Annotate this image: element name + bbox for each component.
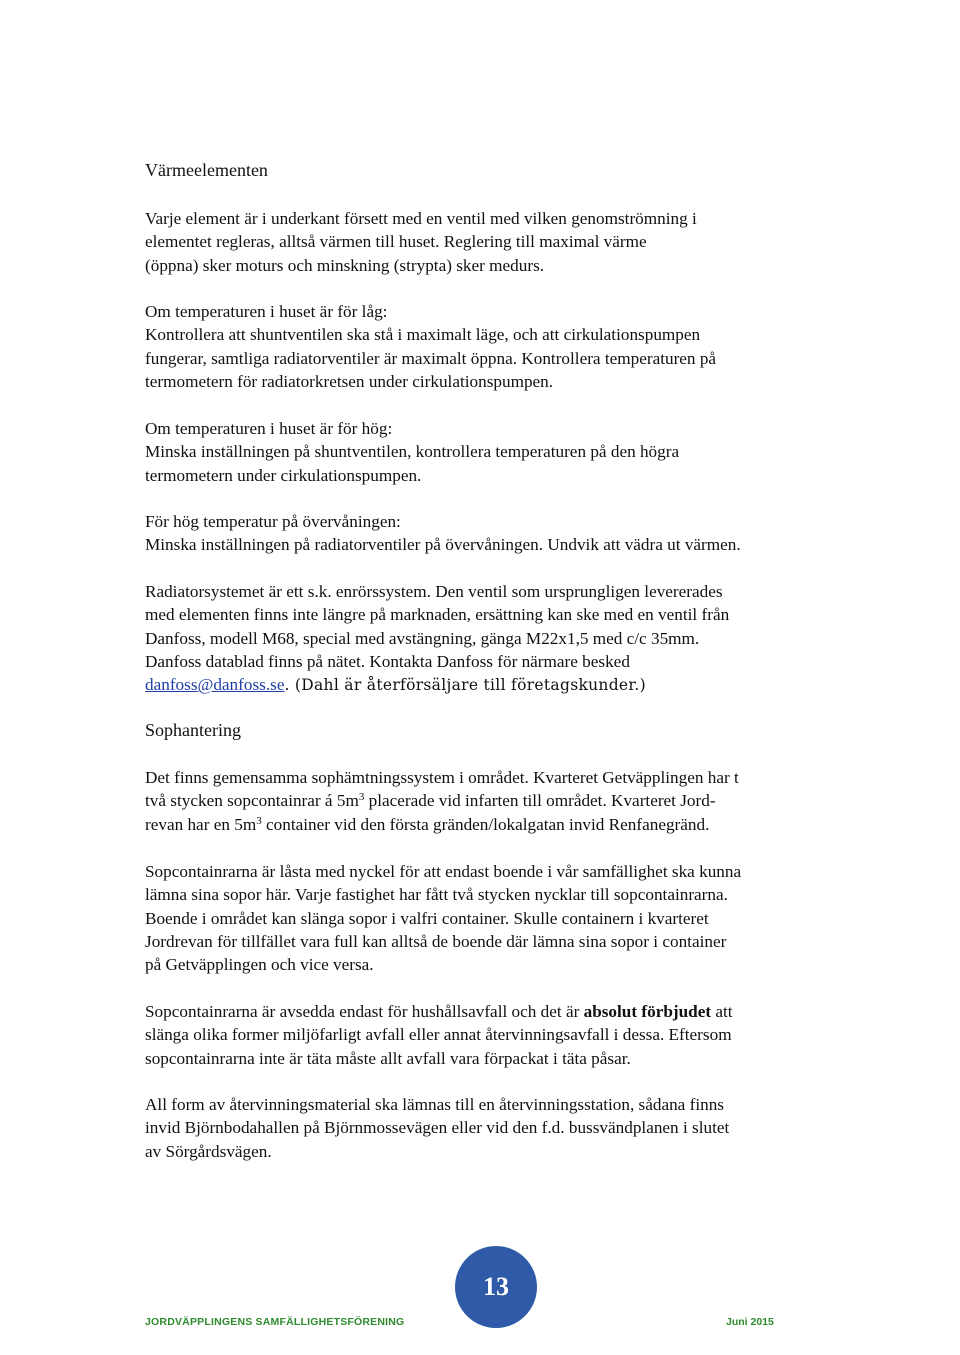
paragraph-household-waste xyxy=(145,1000,845,1070)
footer-organization: JORDVÄPPLINGENS SAMFÄLLIGHETSFÖRENING xyxy=(145,1316,405,1328)
paragraph-low-temp xyxy=(145,300,845,393)
text-span: Sopcontainrarna är avsedda endast för hushållsavfall och det är xyxy=(145,1002,584,1021)
subheading-low-temp: Om temperaturen i huset är för låg: xyxy=(145,302,388,321)
text-line xyxy=(145,789,845,812)
text-line: lämna sina sopor här. Varje fastighet har fått två stycken nycklar till sopcontainrarna. xyxy=(145,885,728,905)
paragraph-recycling xyxy=(145,1093,845,1163)
text-line: termometern för radiatorkretsen under cirkulationspumpen. xyxy=(145,371,554,391)
text-line: slänga olika former miljöfarligt avfall eller annat återvinningsavfall i dessa. Eftersom xyxy=(145,1025,732,1045)
text-span: två stycken sopcontainrar á 5m xyxy=(145,791,359,811)
text-span: . (Dahl är återförsäljare till företagskunder.) xyxy=(284,676,646,695)
text-line: Kontrollera att shuntventilen ska stå i maximalt läge, och att cirkulationspumpen xyxy=(145,325,701,345)
text-line: Boende i området kan slänga sopor i valfri container. Skulle containern i kvarteret xyxy=(145,908,709,928)
text-line: fungerar, samtliga radiatorventiler är maximalt öppna. Kontrollera temperaturen på xyxy=(145,348,717,368)
text-line: Jordrevan för tillfället vara full kan alltså de boende där lämna sina sopor i container xyxy=(145,931,727,951)
text-line: Danfoss, modell M68, special med avstängning, gänga M22x1,5 med c/c 35mm. xyxy=(145,628,700,648)
text-line: Minska inställningen på radiatorventiler på övervåningen. Undvik att vädra ut värmen. xyxy=(145,535,741,555)
text-line: av Sörgårdsvägen. xyxy=(145,1141,272,1161)
text-line: invid Björnbodahallen på Björnmossevägen eller vid den f.d. bussvändplanen i slutet xyxy=(145,1118,730,1138)
paragraph-upper-floor xyxy=(145,510,845,557)
text-line xyxy=(145,813,845,836)
text-line: (öppna) sker moturs och minskning (strypta) sker medurs. xyxy=(145,255,545,275)
text-line: Det finns gemensamma sophämtningssystem i området. Kvarteret Getväpplingen har t xyxy=(145,768,739,787)
text-line: med elementen finns inte längre på marknaden, ersättning kan ske med en ventil från xyxy=(145,605,730,625)
text-line: All form av återvinningsmaterial ska lämnas till en återvinningsstation, sådana finns xyxy=(145,1095,724,1114)
subheading-high-temp: Om temperaturen i huset är för hög: xyxy=(145,419,393,438)
text-line: Varje element är i underkant försett med en ventil med vilken genomströmning i xyxy=(145,209,697,228)
text-line: sopcontainrarna inte är täta måste allt avfall vara förpackat i täta påsar. xyxy=(145,1048,631,1068)
text-span: container vid den första gränden/lokalgatan invid Renfanegränd. xyxy=(261,814,710,834)
footer-date: Juni 2015 xyxy=(726,1316,774,1328)
paragraph-intro xyxy=(145,207,845,277)
superscript: 3 xyxy=(358,791,365,804)
section-title-sophantering: Sophantering xyxy=(145,720,241,740)
emphasis-forbidden: absolut förbjudet xyxy=(583,1002,712,1021)
section-title-varmeelementen: Värmeelementen xyxy=(145,160,268,180)
text-line: elementet regleras, alltså värmen till huset. Reglering till maximal värme xyxy=(145,232,647,252)
text-line-email xyxy=(145,673,845,697)
text-line: termometern under cirkulationspumpen. xyxy=(145,465,422,485)
text-line: Danfoss datablad finns på nätet. Kontakta Danfoss för närmare besked xyxy=(145,651,630,671)
paragraph-locked-containers xyxy=(145,860,845,976)
text-span: placerade vid infarten till området. Kvarteret Jord- xyxy=(364,791,716,811)
text-line: Radiatorsystemet är ett s.k. enrörssystem. Den ventil som ursprungligen levererades xyxy=(145,582,723,601)
text-span: revan har en 5m xyxy=(145,814,257,834)
email-link[interactable]: danfoss@danfoss.se xyxy=(145,675,285,695)
text-line: Minska inställningen på shuntventilen, kontrollera temperaturen på den högra xyxy=(145,442,680,462)
text-line xyxy=(145,1000,845,1023)
paragraph-waste-system xyxy=(145,766,845,836)
paragraph-high-temp xyxy=(145,417,845,487)
page-number-badge: 13 xyxy=(455,1246,537,1328)
subheading-upper-floor: För hög temperatur på övervåningen: xyxy=(145,512,401,531)
text-line: på Getväpplingen och vice versa. xyxy=(145,955,374,975)
paragraph-radiator-system xyxy=(145,580,845,697)
text-line: Sopcontainrarna är låsta med nyckel för att endast boende i vår samfällighet ska kunna xyxy=(145,862,742,881)
text-span: att xyxy=(711,1002,733,1021)
superscript: 3 xyxy=(256,814,262,827)
